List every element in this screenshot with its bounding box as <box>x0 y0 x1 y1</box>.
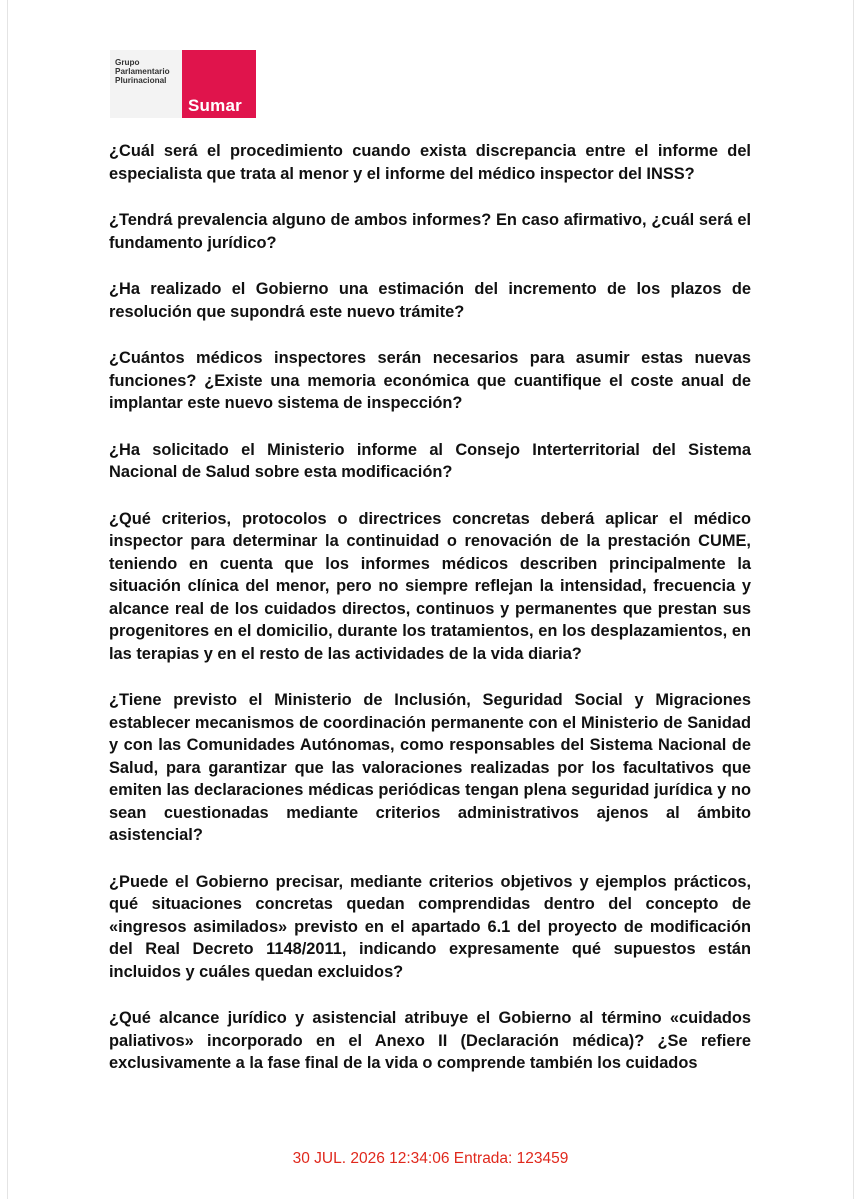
registry-entry-stamp: 30 JUL. 2026 12:34:06 Entrada: 123459 <box>292 1150 569 1167</box>
question-paragraph-1: ¿Cuál será el procedimiento cuando exista discrepancia entre el informe del especialista que trata al menor y el informe del médico inspector del INSS? <box>109 142 751 183</box>
question-paragraph-2: ¿Tendrá prevalencia alguno de ambos informes? En caso afirmativo, ¿cuál será el fundamento jurídico? <box>109 211 751 252</box>
question-paragraph-9: ¿Qué alcance jurídico y asistencial atribuye el Gobierno al término «cuidados paliativos» incorporado en el Anexo II (Declaración médica)? ¿Se refiere exclusivamente a la fase final de la vida o comprende también los cuidados <box>109 1009 751 1072</box>
question-paragraph-3: ¿Ha realizado el Gobierno una estimación del incremento de los plazos de resolución que supondrá este nuevo trámite? <box>109 280 751 321</box>
logo-line-3: Plurinacional <box>115 76 167 85</box>
logo-line-1: Grupo <box>115 58 140 67</box>
question-paragraph-8: ¿Puede el Gobierno precisar, mediante criterios objetivos y ejemplos prácticos, qué situaciones concretas quedan comprendidas dentro del concepto de «ingresos asimilados» previsto en el apartado 6.1 del proyecto de modificación del Real Decreto 1148/2011, indicando expresamente qué supuestos están incluidos y cuáles quedan excluidos? <box>109 872 751 981</box>
sumar-logo <box>110 50 256 118</box>
logo-brand-text: Sumar <box>188 96 242 115</box>
question-paragraph-7: ¿Tiene previsto el Ministerio de Inclusión, Seguridad Social y Migraciones establecer mecanismos de coordinación permanente con el Ministerio de Sanidad y con las Comunidades Autónomas, como responsables del Sistema Nacional de Salud, para garantizar que las valoraciones realizadas por los facultativos que emiten las declaraciones médicas periódicas tengan plena seguridad jurídica y no sean cuestionadas mediante criterios administrativos ajenos al ámbito asistencial? <box>109 691 751 844</box>
question-paragraph-5: ¿Ha solicitado el Ministerio informe al Consejo Interterritorial del Sistema Nacional de Salud sobre esta modificación? <box>109 440 751 481</box>
logo-group-panel <box>110 50 182 118</box>
logo-brand-panel <box>182 50 256 118</box>
question-paragraph-4: ¿Cuántos médicos inspectores serán necesarios para asumir estas nuevas funciones? ¿Existe una memoria económica que cuantifique el coste anual de implantar este nuevo sistema de inspección? <box>109 349 751 412</box>
question-paragraph-6: ¿Qué criterios, protocolos o directrices concretas deberá aplicar el médico inspector para determinar la continuidad o renovación de la prestación CUME, teniendo en cuenta que los informes médicos describen principalmente la situación clínica del menor, pero no siempre reflejan la intensidad, frecuencia y alcance real de los cuidados directos, continuos y permanentes que prestan sus progenitores en el domicilio, durante los tratamientos, en los desplazamientos, en las terapias y en el resto de las actividades de la vida diaria? <box>109 509 751 663</box>
document-body <box>109 140 751 1099</box>
logo-group-text <box>115 58 170 85</box>
logo-line-2: Parlamentario <box>115 67 170 76</box>
